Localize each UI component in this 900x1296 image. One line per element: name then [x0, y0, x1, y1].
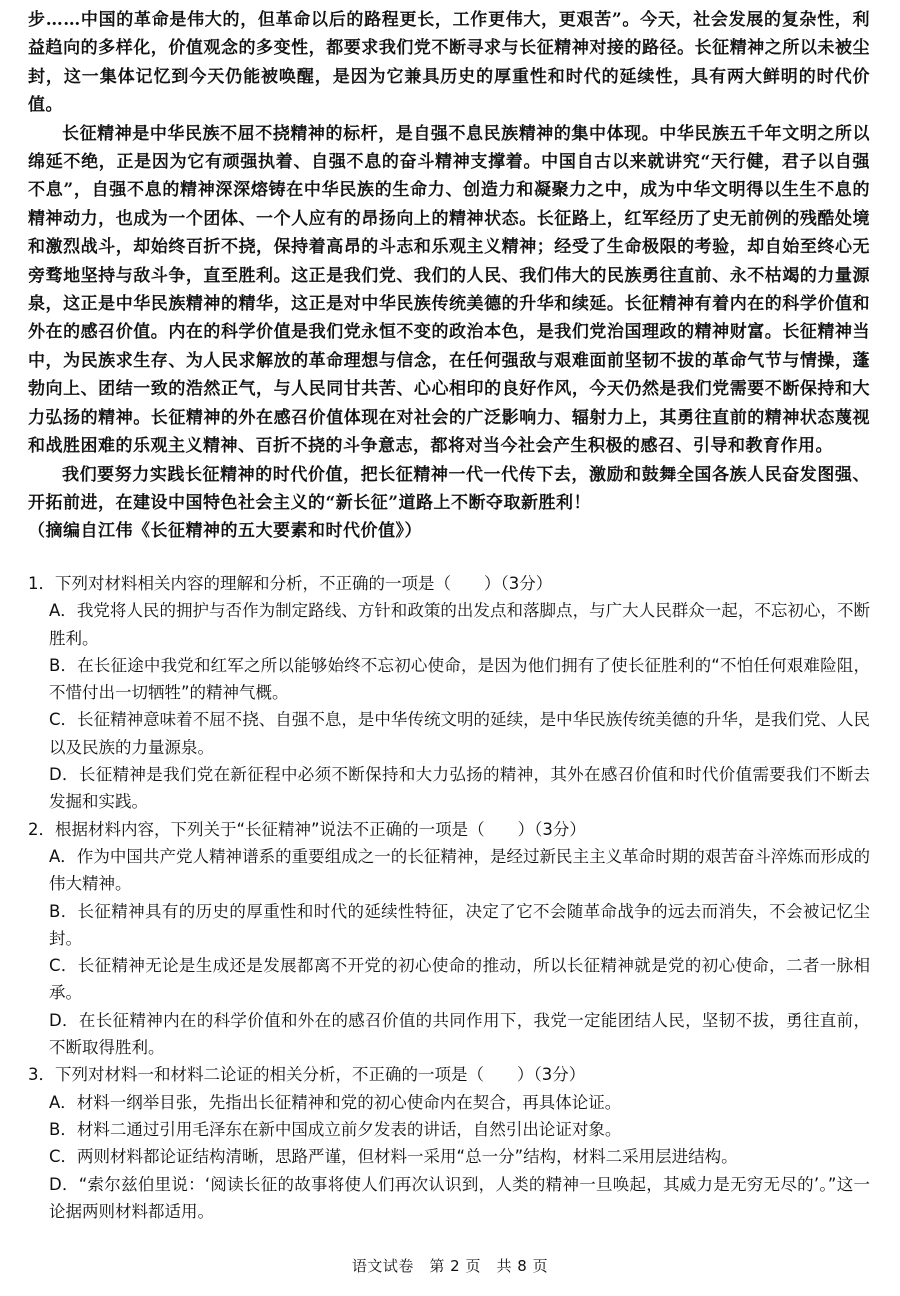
- question-1: [28, 570, 870, 816]
- questions-section: [28, 570, 870, 1225]
- option-d: D．长征精神是我们党在新征程中必须不断保持和大力弘扬的精神，其外在感召价值和时代价值需要我们不断去发掘和实践。: [49, 765, 870, 812]
- option-c: C．长征精神无论是生成还是发展都离不开党的初心使命的推动，所以长征精神就是党的初心使命，二者一脉相承。: [49, 956, 870, 1003]
- question-stem: 2．根据材料内容，下列关于“长征精神”说法不正确的一项是（ ）（3分）: [28, 819, 586, 839]
- option-b: B．长征精神具有的历史的厚重性和时代的延续性特征，决定了它不会随革命战争的远去而消失，不会被记忆尘封。: [49, 901, 870, 948]
- option-c: C．两则材料都论证结构清晰，思路严谨，但材料一采用“总一分”结构，材料二采用层进结构。: [49, 1147, 738, 1167]
- option-a: A．材料一纲举目张，先指出长征精神和党的初心使命内在契合，再具体论证。: [49, 1092, 622, 1112]
- question-2: [28, 816, 870, 1062]
- question-3: [28, 1061, 870, 1225]
- passage-paragraph: 步……中国的革命是伟大的，但革命以后的路程更长，工作更伟大，更艰苦”。今天，社会发展的复杂性，利益趋向的多样化，价值观念的多变性，都要求我们党不断寻求与长征精神对接的路径。长征精神之所以未被尘封，这一集体记忆到今天仍能被唤醒，是因为它兼具历史的厚重性和时代的延续性，具有两大鲜明的时代价值。: [28, 10, 870, 116]
- question-stem: 3．下列对材料一和材料二论证的相关分析，不正确的一项是（ ）（3分）: [28, 1065, 586, 1085]
- option-b: B．材料二通过引用毛泽东在新中国成立前夕发表的讲话，自然引出论证对象。: [49, 1119, 622, 1139]
- passage-citation: （摘编自江伟《长征精神的五大要素和时代价值》）: [28, 521, 422, 542]
- passage-paragraph: 我们要努力实践长征精神的时代价值，把长征精神一代一代传下去，激励和鼓舞全国各族人民奋发图强、开拓前进，在建设中国特色社会主义的“新长征”道路上不断夺取新胜利！: [28, 464, 870, 513]
- page-footer: 语文试卷 第 2 页 共 8 页: [351, 1257, 549, 1275]
- reading-passage: [28, 6, 870, 546]
- option-d: D．在长征精神内在的科学价值和外在的感召价值的共同作用下，我党一定能团结人民，坚韧不拔，勇往直前，不断取得胜利。: [49, 1010, 870, 1058]
- option-a: A．作为中国共产党人精神谱系的重要组成之一的长征精神，是经过新民主主义革命时期的艰苦奋斗淬炼而形成的伟大精神。: [49, 846, 870, 894]
- passage-paragraph: 长征精神是中华民族不屈不挠精神的标杆，是自强不息民族精神的集中体现。中华民族五千年文明之所以绵延不绝，正是因为它有顽强执着、自强不息的奋斗精神支撑着。中国自古以来就讲究“天行健，君子以自强不息”，自强不息的精神深深熔铸在中华民族的生命力、创造力和凝聚力之中，成为中华文明得以生生不息的精神动力，也成为一个团体、一个人应有的昂扬向上的精神状态。长征路上，红军经历了史无前例的残酷处境和激烈战斗，却始终百折不挠，保持着高昂的斗志和乐观主义精神；经受了生命极限的考验，却自始至终心无旁骛地坚持与敌斗争，直至胜利。这正是我们党、我们的人民、我们伟大的民族勇往直前、永不枯竭的力量源泉，这正是中华民族精神的精华，这正是对中华民族传统美德的升华和续延。长征精神有着内在的科学价值和外在的感召价值。内在的科学价值是我们党永恒不变的政治本色，是我们党治国理政的精神财富。长征精神当中，为民族求生存、为人民求解放的革命理想与信念，在任何强敌与艰难面前坚韧不拔的革命气节与情操，蓬勃向上、团结一致的浩然正气，与人民同甘共苦、心心相印的良好作风，今天仍然是我们党需要不断保持和大力弘扬的精神。长征精神的外在感召价值体现在对社会的广泛影响力、辐射力上，其勇往直前的精神状态蔑视和战胜困难的乐观主义精神、百折不挠的斗争意志，都将对当今社会产生积极的感召、引导和教育作用。: [28, 123, 870, 457]
- option-c: C．长征精神意味着不屈不挠、自强不息，是中华传统文明的延续，是中华民族传统美德的升华，是我们党、人民以及民族的力量源泉。: [49, 710, 870, 757]
- option-d: D．“索尔兹伯里说：‘阅读长征的故事将使人们再次认识到，人类的精神一旦唤起，其威力是无穷无尽的’。”这一论据两则材料都适用。: [49, 1174, 870, 1221]
- option-b: B．在长征途中我党和红军之所以能够始终不忘初心使命，是因为他们拥有了使长征胜利的“不怕任何艰难险阻，不惜付出一切牺牲”的精神气概。: [49, 655, 870, 703]
- question-stem: 1．下列对材料相关内容的理解和分析，不正确的一项是（ ）（3分）: [28, 574, 553, 593]
- option-a: A．我党将人民的拥护与否作为制定路线、方针和政策的出发点和落脚点，与广大人民群众一起，不忘初心，不断胜利。: [49, 601, 870, 648]
